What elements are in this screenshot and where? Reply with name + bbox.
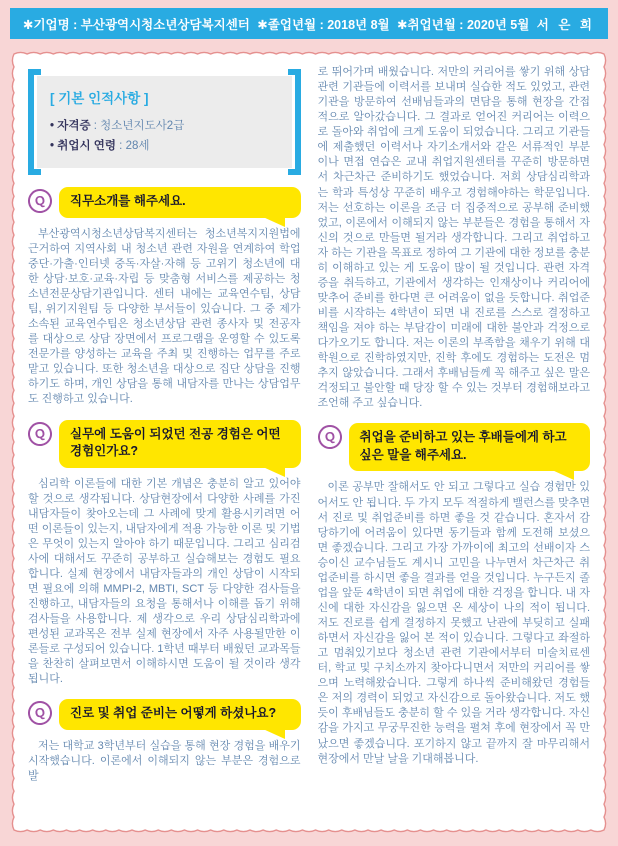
answer-1-paragraph: 부산광역시청소년상담복지센터는 청소년복지지원법에 근거하여 지역사회 내 청소년 관련 자원을 연계하여 학업중단·가출·인터넷 중독·자살·자해 등 고위기 청소년에 대한 상담·보호·교육·자립 등 맞춤형 서비스를 제공하는 청소년전문상담기관입니다. 센터 내에는 교육연수팀, 상담팀, 위기지원팀 등 다양한 부서들이 있습니다. 그 중 제가 소속된 교육연수팀은 청소년상담 관련 종사자 및 전공자를 대상으로 상담 장면에서 프로그램을 운영할 수 있도록 전문가를 양성하는 교육을 주최 및 진행하는 업무를 주로 맡고 있습니다. 또한 청소년을 대상으로 집단 상담을 진행하기도 하며, 개인 상담을 통해 내담자를 만나는 상담업무도 진행하고 있습니다. xyxy=(28,227,301,406)
answer-3-paragraph-left: 저는 대학교 3학년부터 실습을 통해 현장 경험을 배우기 시작했습니다. 이론에서 이해되지 않는 부분은 경험으로 발 xyxy=(28,739,301,782)
profile-title: [ 기본 인적사항 ] xyxy=(50,91,149,106)
company-label: ✱기업명 : 부산광역시청소년상담복지센터 xyxy=(23,17,250,32)
header-bar xyxy=(10,8,608,39)
question-2-row xyxy=(28,420,301,468)
question-3-bubble: 진로 및 취업 준비는 어떻게 하셨나요? xyxy=(59,699,301,730)
q-badge-icon: Q xyxy=(318,424,344,452)
graduation-label: ✱졸업년월 : 2018년 8월 xyxy=(257,17,390,32)
question-4-row xyxy=(318,423,591,471)
left-column xyxy=(28,65,301,822)
profile-box xyxy=(28,69,301,175)
q-badge-icon: Q xyxy=(28,187,54,215)
employment-label: ✱취업년월 : 2020년 5월 xyxy=(397,17,530,32)
question-4-bubble: 취업을 준비하고 있는 후배들에게 하고 싶은 말을 해주세요. xyxy=(349,423,591,471)
q-badge-icon: Q xyxy=(28,699,54,727)
content-card xyxy=(10,50,608,834)
question-2-bubble: 실무에 도움이 되었던 전공 경험은 어떤 경험인가요? xyxy=(59,420,301,468)
profile-item-license: • 자격증 : 청소년지도사2급 xyxy=(50,116,279,136)
answer-3-paragraph-right: 로 뛰어가며 배웠습니다. 저만의 커리어를 쌓기 위해 상담 관련 기관들에 이력서를 보내며 실습한 적도 있었고, 관련 기관을 방문하여 선배님들과의 면담을 통해 현장을 간접적으로 알아갔습니다. 그 결과로 얻어진 커리어는 이력으로 돌아와 취업에 크게 도움이 되었습니다. 그리고 기관들에 제출했던 이력서나 자기소개서와 같은 서류적인 부분이나 면접 연습은 교내 취업지원센터를 꾸준히 방문하면서 차근차근 준비하기도 했었습니다. 저희 상담심리학과는 학과 특성상 꾸준히 배우고 경험해야하는 학문입니다. 저는 선호하는 이론을 조금 더 집중적으로 공부해 준비했었고, 이론에서 이해되지 않는 부분들은 경험을 통해서 자신의 것으로 만들면 될거라 생각합니다. 그리고 취업하고자 하는 기관을 목표로 정하여 그 기관에 대한 정보를 충분히 이해하고 있는 게 도움이 많이 될 것입니다. 관련 자격증을 취득하고, 기관에서 생각하는 인재상이나 커리어에 맞추어 준비를 한다면 큰 어려움이 없을 듯합니다. 취업준비를 시작하는 4학년이 되면 내 진로를 스스로 결정하고 책임을 져야 하는 부담감이 미래에 대한 불안과 걱정으로 다가오기도 합니다. 저는 이론의 부족함을 채우기 위해 대학원으로 진학하였지만, 진학 후에도 경험하는 도전은 멈추지 않았습니다. 그래서 후배님들께 꼭 해주고 싶은 말은 걱정되고 불안할 때 당장 할 수 있는 것부터 경험해보라고 조언해 주고 싶습니다. xyxy=(317,66,590,410)
answer-2-paragraph: 심리학 이론들에 대한 기본 개념은 충분히 알고 있어야 할 것으로 생각됩니다. 상담현장에서 다양한 사례를 가진 내담자들이 찾아오는데 그 사례에 맞게 활용시키려면 어떤 이론들이 있는지, 내담자에게 적용 가능한 이론 및 기법은 무엇이 있는지 알아야 하기 때문입니다. 그리고 심리검사에 대해서도 꾸준히 공부하고 실습해보는 경험도 필요합니다. 실제 현장에서 내담자들과의 개인 상담이 시작되면 필요에 의해 MMPI-2, MBTI, SCT 등 다양한 검사들을 진행하고, 내담자들의 요청을 통해서나 이해를 돕기 위해 검사들을 사용합니다. 제 생각으로 우리 상담심리학과에 편성된 교과목은 전부 실제 현장에서 자주 사용될만한 이론들로 구성되어 있습니다. 1학년 때부터 배웠던 교과목들을 찬찬히 살펴보면서 이해하시면 도움이 될 것이라 생각됩니다. xyxy=(28,477,301,686)
question-1-bubble: 직무소개를 해주세요. xyxy=(59,187,301,218)
q-badge-icon: Q xyxy=(28,420,54,448)
left-bracket-icon xyxy=(28,69,41,175)
answer-4-paragraph: 이론 공부만 잘해서도 안 되고 그렇다고 실습 경험만 있어서도 안 됩니다. 두 가지 모두 적절하게 밸런스를 맞추면서 진로 및 취업준비를 하면 좋을 것 같습니다. 혼자서 감당하기에 어려움이 있다면 동기들과 함께 도전해 보셨으면 좋겠습니다. 그리고 가장 가까이에 최고의 선배이자 스승이신 교수님들도 계시니 고민을 나누면서 차근차근 취업준비를 하시면 좋을 결과를 얻을 것입니다. 누구든지 졸업을 앞둔 4학년이 되면 취업에 대한 걱정을 합니다. 내 자신에 대한 자신감을 잃으면 온 세상이 나의 적이 됩니다. 저도 진로를 쉽게 결정하지 못했고 난관에 부딪히고 실패하면서 자신감을 잃어 본 적이 있습니다. 그렇다고 좌절하고 멈춰있기보다 청소년 관련 기관에서부터 미술치료센터, 학교 및 구치소까지 찾아다니면서 저만의 커리어를 쌓으며 노력해왔습니다. 그렇게 하나씩 준비해왔던 경험들은 저의 경력이 되었고 자신감으로 돌아왔습니다. 저도 했듯이 후배님들도 충분히 할 수 있을 거라 생각합니다. 자신감을 가지고 무궁무진한 능력을 펼쳐 후에 현장에서 꼭 만났으면 좋겠습니다. 포기하지 않고 끝까지 잘 마무리해서 현장에서 만날 날을 기대해봅니다. xyxy=(317,481,590,765)
question-3-row xyxy=(28,699,301,730)
card-content xyxy=(10,50,608,834)
right-bracket-icon xyxy=(288,69,301,175)
right-column xyxy=(318,65,591,822)
question-1-row xyxy=(28,187,301,218)
interviewee-name: 서 은 희 xyxy=(536,17,595,32)
profile-item-age: • 취업시 연령 : 28세 xyxy=(50,136,279,156)
